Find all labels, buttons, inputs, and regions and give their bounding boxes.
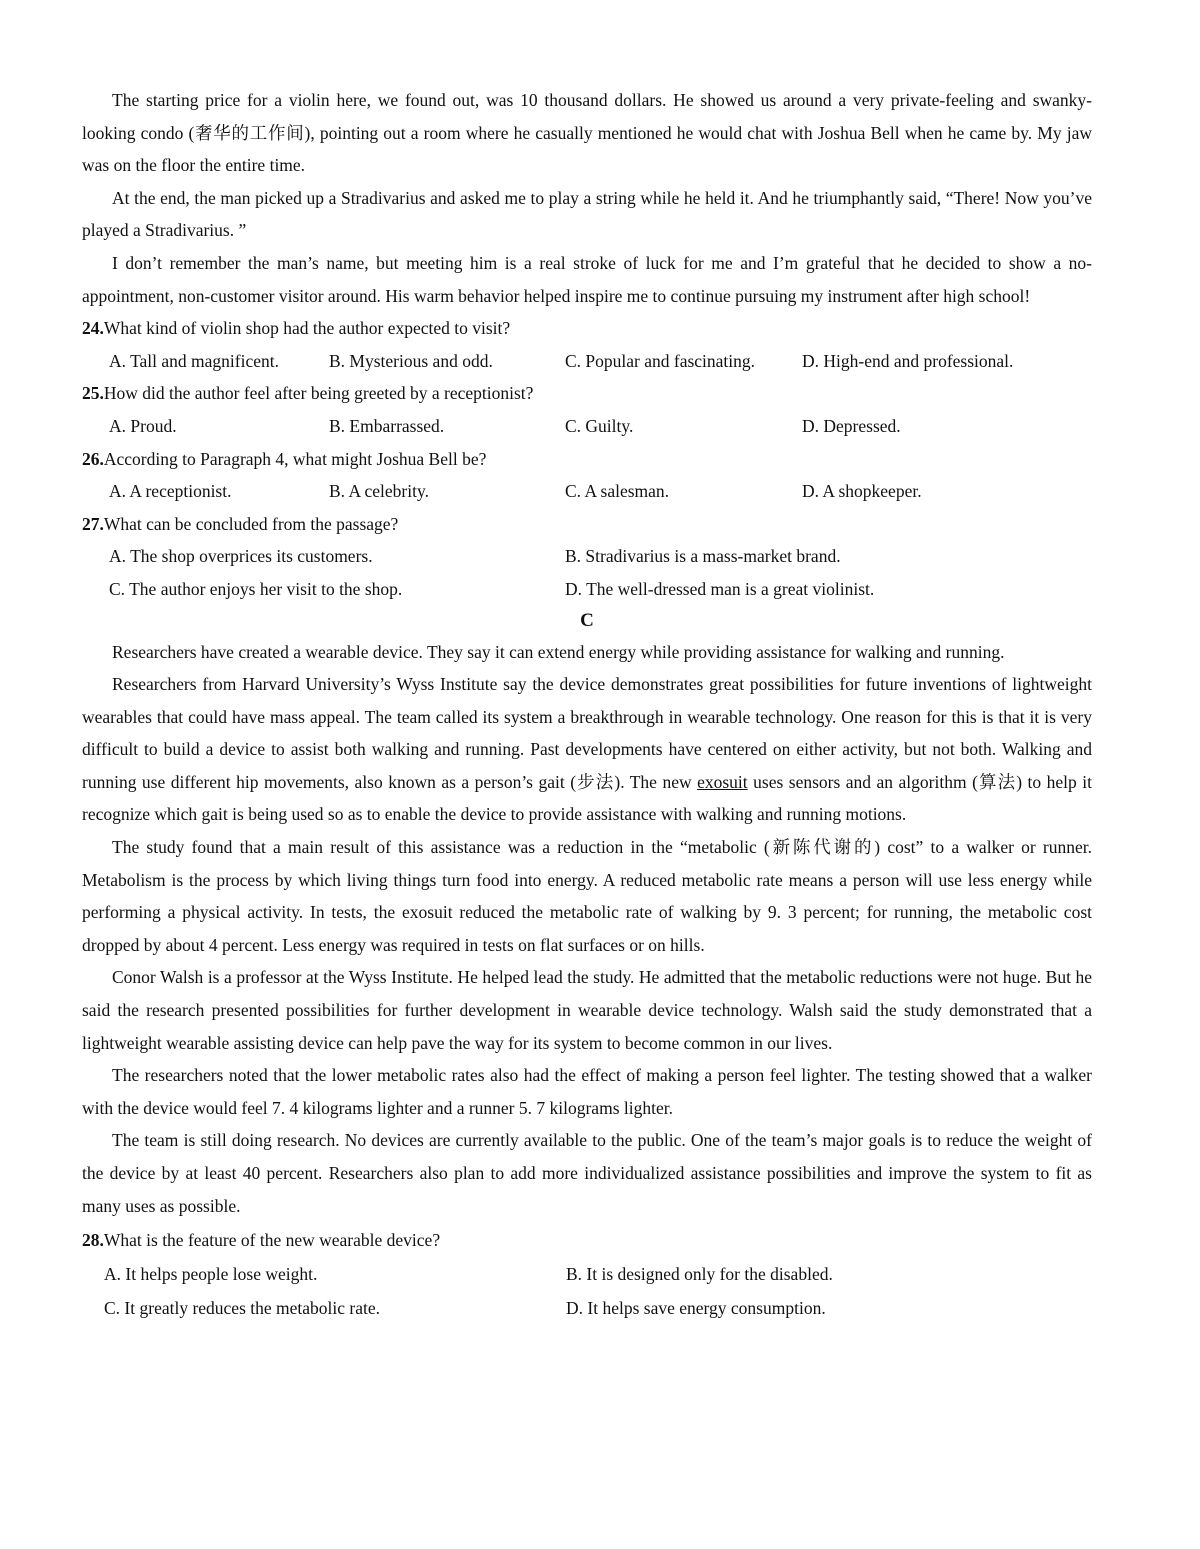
option-d[interactable]: D. It helps save energy consumption. [566, 1298, 826, 1319]
paragraph-text: uses sensors and an algorithm (算法) to help it recognize which gait is being used so as to enable the device to provide assistance with walking and running motions. [82, 771, 1092, 825]
option-b[interactable]: B. Mysterious and odd. [329, 350, 493, 371]
option-b[interactable]: B. Stradivarius is a mass-market brand. [565, 546, 841, 567]
option-a[interactable]: A. It helps people lose weight. [104, 1263, 318, 1284]
question-28-options-row-2 [82, 1291, 1092, 1326]
passage-c-paragraph-3: The study found that a main result of this assistance was a reduction in the “metabolic (新陈代谢的) cost” to a walker or runner. Metabolism is the process by which living things turn food into energy. A reduced metabolic rate means a person will use less energy while performing a physical activity. In tests, the exosuit reduced the metabolic rate of walking by 9. 3 percent; for running, the metabolic cost dropped by about 4 percent. Less energy was required in tests on flat surfaces or on hills. [82, 837, 1092, 955]
paragraph-text: Researchers from Harvard University’s Wyss Institute say the device demonstrates great possibilities for future inventions of lightweight wearables that could have mass appeal. The team called its system a breakthrough in wearable technology. One reason for this is that it is very difficult to build a device to assist both walking and running. Past developments have centered on either activity, but not both. Walking and running use different hip movements, also known as a person’s gait (步法). The new [82, 674, 1092, 792]
option-a[interactable]: A. Tall and magnificent. [109, 350, 280, 371]
exam-page [82, 84, 1092, 1326]
option-b[interactable]: B. Embarrassed. [329, 415, 445, 436]
option-d[interactable]: D. The well-dressed man is a great violinist. [565, 578, 875, 599]
question-text: What can be concluded from the passage? [103, 513, 399, 534]
question-text: How did the author feel after being greeted by a receptionist? [103, 383, 534, 404]
option-c[interactable]: C. A salesman. [565, 481, 670, 502]
question-number: 26. [82, 448, 104, 469]
option-a[interactable]: A. The shop overprices its customers. [109, 546, 373, 567]
passage-b-paragraph-1: The starting price for a violin here, we found out, was 10 thousand dollars. He showed us around a very private-feeling and swanky-looking condo (奢华的工作间), pointing out a room where he casually mentioned he would chat with Joshua Bell when he came by. My jaw was on the floor the entire time. [82, 90, 1092, 176]
option-d[interactable]: D. High-end and professional. [802, 350, 1014, 371]
option-b[interactable]: B. A celebrity. [329, 481, 429, 502]
question-26-options [82, 475, 1092, 508]
question-number: 27. [82, 513, 104, 534]
underlined-word: exosuit [697, 771, 748, 792]
question-28-options-row-1 [82, 1257, 1092, 1292]
question-24 [82, 312, 1092, 345]
passage-c-paragraph-2 [82, 668, 1092, 831]
question-number: 24. [82, 318, 104, 339]
option-d[interactable]: D. A shopkeeper. [802, 481, 922, 502]
option-c[interactable]: C. The author enjoys her visit to the shop. [109, 578, 403, 599]
question-24-options [82, 345, 1092, 378]
question-25-options [82, 410, 1092, 443]
question-26 [82, 443, 1092, 476]
section-heading: C [580, 609, 594, 631]
option-c[interactable]: C. Guilty. [565, 415, 634, 436]
question-27-options-row-1 [82, 540, 1092, 573]
passage-b-paragraph-2: At the end, the man picked up a Stradivarius and asked me to play a string while he held it. And he triumphantly said, “There! Now you’ve played a Stradivarius. ” [82, 187, 1092, 241]
passage-c-paragraph-4: Conor Walsh is a professor at the Wyss Institute. He helped lead the study. He admitted that the metabolic reductions were not huge. But he said the research presented possibilities for further development in wearable device technology. Walsh said the study demonstrated that a lightweight wearable assisting device can help pave the way for its system to become common in our lives. [82, 967, 1092, 1053]
question-number: 28. [82, 1230, 104, 1251]
question-28 [82, 1224, 1092, 1257]
question-25 [82, 377, 1092, 410]
option-a[interactable]: A. Proud. [109, 415, 177, 436]
passage-b-paragraph-3: I don’t remember the man’s name, but meeting him is a real stroke of luck for me and I’m grateful that he decided to show a no-appointment, non-customer visitor around. His warm behavior helped inspire me to continue pursuing my instrument after high school! [82, 252, 1092, 306]
option-a[interactable]: A. A receptionist. [109, 481, 232, 502]
passage-c-paragraph-6: The team is still doing research. No devices are currently available to the public. One of the team’s major goals is to reduce the weight of the device by at least 40 percent. Researchers also plan to add more individualized assistance possibilities and improve the system to fit as many uses as possible. [82, 1130, 1092, 1216]
option-b[interactable]: B. It is designed only for the disabled. [566, 1263, 833, 1284]
question-number: 25. [82, 383, 104, 404]
question-text: What kind of violin shop had the author expected to visit? [103, 318, 511, 339]
question-text: According to Paragraph 4, what might Joshua Bell be? [103, 448, 487, 469]
question-27 [82, 508, 1092, 541]
option-c[interactable]: C. Popular and fascinating. [565, 350, 756, 371]
passage-c-paragraph-5: The researchers noted that the lower metabolic rates also had the effect of making a person feel lighter. The testing showed that a walker with the device would feel 7. 4 kilograms lighter and a runner 5. 7 kilograms lighter. [82, 1065, 1092, 1118]
option-c[interactable]: C. It greatly reduces the metabolic rate. [104, 1298, 380, 1319]
question-text: What is the feature of the new wearable device? [103, 1230, 441, 1251]
option-d[interactable]: D. Depressed. [802, 415, 901, 436]
question-27-options-row-2 [82, 573, 1092, 606]
passage-c-paragraph-1: Researchers have created a wearable device. They say it can extend energy while providing assistance for walking and running. [112, 641, 1005, 662]
